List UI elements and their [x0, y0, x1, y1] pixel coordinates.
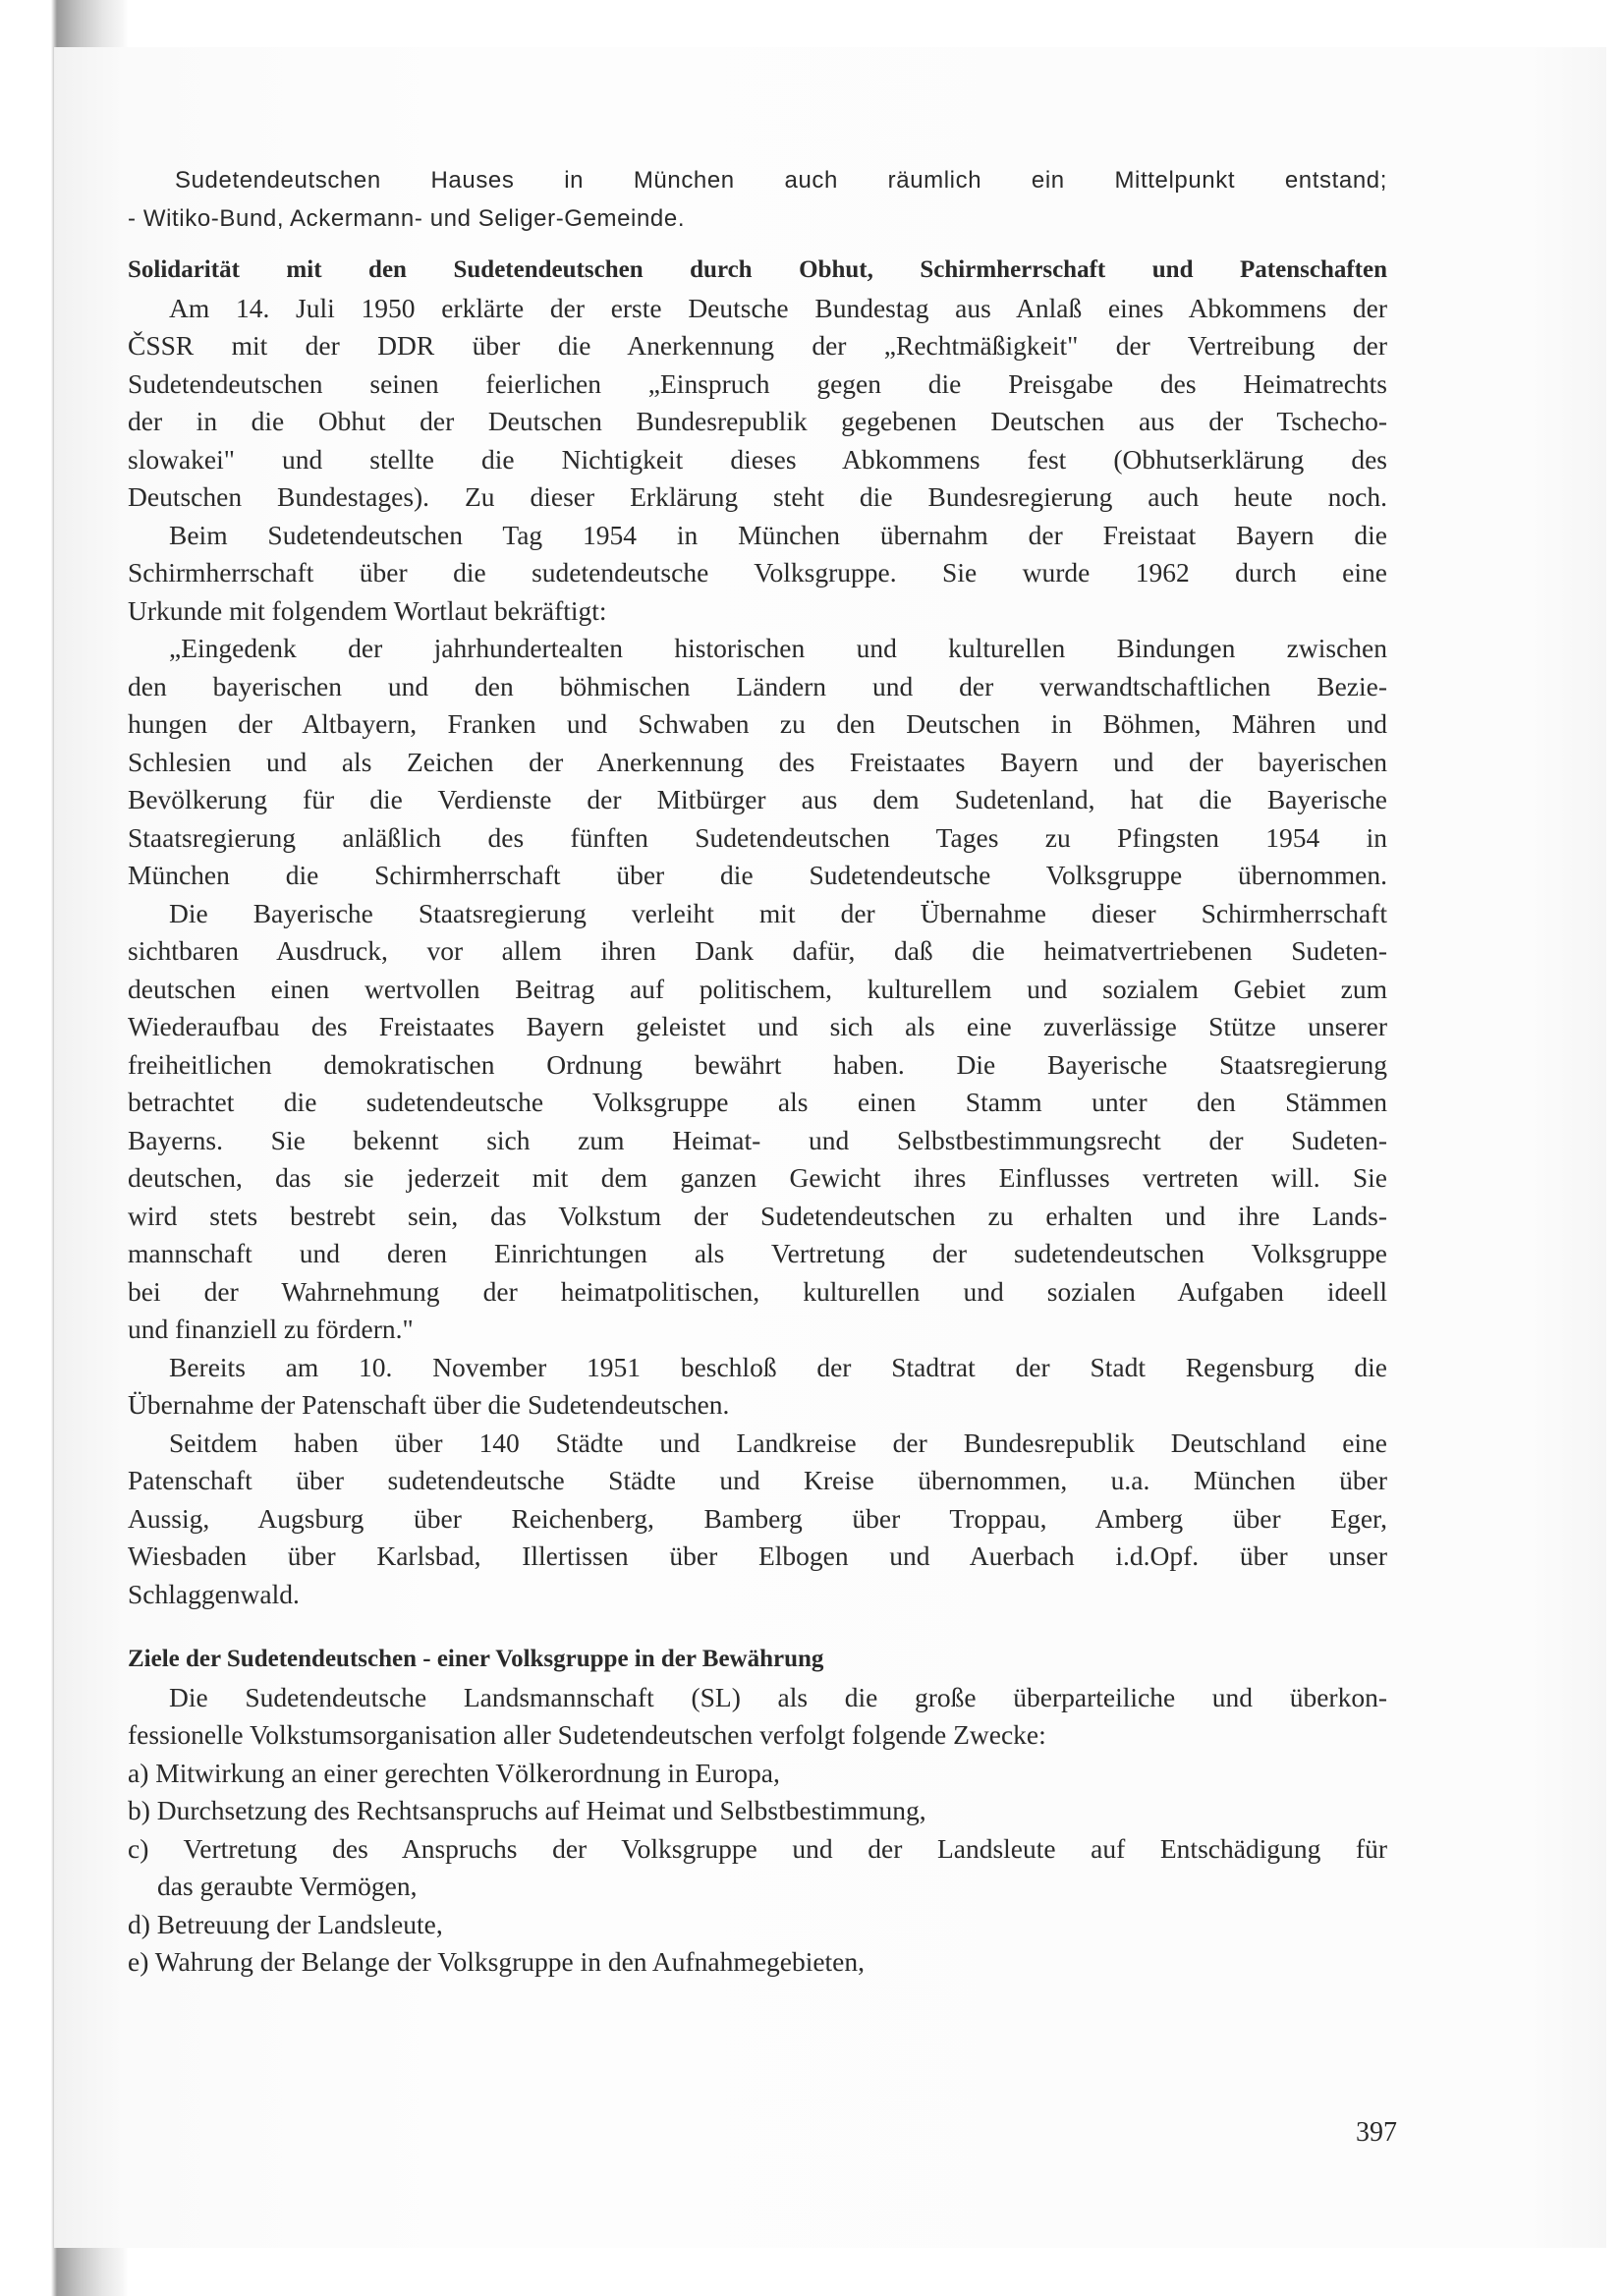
section-heading-ziele: Ziele der Sudetendeutschen - einer Volksgruppe in der Bewährung: [128, 1646, 824, 1672]
text-line: Die Bayerische Staatsregierung verleiht mit der Übernahme dieser Schirmherrschaft: [169, 897, 1387, 928]
quote-urkunde-part2: [128, 895, 1387, 1349]
list-item: c) Vertretung des Anspruchs der Volksgruppe und der Landsleute auf Entschädigung für: [128, 1832, 1387, 1864]
text-line: mannschaft und deren Einrichtungen als Vertretung der sudetendeutschen Volksgruppe: [128, 1238, 1387, 1268]
text-line: Urkunde mit folgendem Wortlaut bekräftigt:: [128, 594, 607, 626]
section-heading-solidaritaet: Solidarität mit den Sudetendeutschen durch Obhut, Schirmherrschaft und Patenschaften: [128, 256, 1387, 283]
text-line: Am 14. Juli 1950 erklärte der erste Deutsche Bundestag aus Anlaß eines Abkommens der: [169, 292, 1387, 323]
text-line: Bereits am 10. November 1951 beschloß der Stadtrat der Stadt Regensburg die: [169, 1351, 1387, 1382]
text-line: der in die Obhut der Deutschen Bundesrepublik gegebenen Deutschen aus der Tschecho-: [128, 406, 1387, 436]
text-line: und finanziell zu fördern.": [128, 1314, 414, 1344]
text-line: Seitdem haben über 140 Städte und Landkreise der Bundesrepublik Deutschland eine: [169, 1427, 1387, 1458]
text-line: Wiederaufbau des Freistaates Bayern geleistet und sich als eine zuverlässige Stütze unserer: [128, 1011, 1387, 1041]
text-line: Übernahme der Patenschaft über die Sudetendeutschen.: [128, 1389, 730, 1420]
paragraph-patenschaften: [128, 1425, 1387, 1614]
text-line: Beim Sudetendeutschen Tag 1954 in München übernahm der Freistaat Bayern die: [169, 519, 1387, 550]
text-line: fessionelle Volkstumsorganisation aller Sudetendeutschen verfolgt folgende Zwecke:: [128, 1719, 1046, 1750]
text-line: sichtbaren Ausdruck, vor allem ihren Dank dafür, daß die heimatvertriebenen Sudeten-: [128, 935, 1387, 966]
text-line: deutschen einen wertvollen Beitrag auf politischem, kulturellem und sozialem Gebiet zum: [128, 973, 1387, 1004]
text-line: Schlesien und als Zeichen der Anerkennung des Freistaates Bayern und der bayerischen: [128, 746, 1387, 777]
text-line: ČSSR mit der DDR über die Anerkennung der „Rechtmäßigkeit" der Vertreibung der: [128, 330, 1387, 361]
paragraph-sl-zwecke: [128, 1679, 1387, 1755]
list-item: a) Mitwirkung an einer gerechten Völkerordnung in Europa,: [128, 1757, 780, 1788]
intro-block: [128, 162, 1387, 238]
text-line: München die Schirmherrschaft über die Sudetendeutsche Volksgruppe übernommen.: [128, 860, 1387, 890]
text-line: Die Sudetendeutsche Landsmannschaft (SL) als die große überparteiliche und überkon-: [169, 1681, 1387, 1712]
page-number: 397: [1356, 2117, 1397, 2148]
paragraph-obhut: [128, 290, 1387, 517]
paragraph-schirmherrschaft: [128, 517, 1387, 631]
text-line: Sudetendeutschen seinen feierlichen „Einspruch gegen die Preisgabe des Heimatrechts: [128, 367, 1387, 399]
text-line: Aussig, Augsburg über Reichenberg, Bamberg über Troppau, Amberg über Eger,: [128, 1502, 1387, 1534]
text-line: Schlaggenwald.: [128, 1578, 300, 1609]
list-item: d) Betreuung der Landsleute,: [128, 1908, 443, 1939]
text-line: „Eingedenk der jahrhundertealten historischen und kulturellen Bindungen zwischen: [169, 633, 1387, 663]
text-line: Deutschen Bundestages). Zu dieser Erklärung steht die Bundesregierung auch heute noch.: [128, 481, 1387, 512]
page-body: [128, 162, 1387, 1982]
text-line: betrachtet die sudetendeutsche Volksgruppe als einen Stamm unter den Stämmen: [128, 1087, 1387, 1117]
list-item: b) Durchsetzung des Rechtsanspruchs auf Heimat und Selbstbestimmung,: [128, 1795, 926, 1825]
text-line: Staatsregierung anläßlich des fünften Sudetendeutschen Tages zu Pfingsten 1954 in: [128, 821, 1387, 853]
text-line: Bayerns. Sie bekennt sich zum Heimat- und Selbstbestimmungsrecht der Sudeten-: [128, 1124, 1387, 1155]
text-line: slowakei" und stellte die Nichtigkeit dieses Abkommens fest (Obhutserklärung des: [128, 443, 1387, 475]
list-item: e) Wahrung der Belange der Volksgruppe in den Aufnahmegebieten,: [128, 1946, 866, 1977]
intro-line: Sudetendeutschen Hauses in München auch räumlich ein Mittelpunkt entstand;: [175, 167, 1387, 194]
text-line: Wiesbaden über Karlsbad, Illertissen über Elbogen und Auerbach i.d.Opf. über unser: [128, 1540, 1387, 1571]
quote-urkunde-part1: [128, 630, 1387, 895]
text-line: bei der Wahrnehmung der heimatpolitischen, kulturellen und sozialen Aufgaben ideell: [128, 1275, 1387, 1307]
text-line: den bayerischen und den böhmischen Ländern und der verwandtschaftlichen Bezie-: [128, 670, 1387, 701]
text-line: Patenschaft über sudetendeutsche Städte und Kreise übernommen, u.a. München über: [128, 1465, 1387, 1495]
goals-list: [128, 1755, 1387, 1982]
text-line: freiheitlichen demokratischen Ordnung bewährt haben. Die Bayerische Staatsregierung: [128, 1048, 1387, 1080]
text-line: deutschen, das sie jederzeit mit dem ganzen Gewicht ihres Einflusses vertreten will. Sie: [128, 1162, 1387, 1193]
text-line: Schirmherrschaft über die sudetendeutsche Volksgruppe. Sie wurde 1962 durch eine: [128, 557, 1387, 588]
text-line: Bevölkerung für die Verdienste der Mitbürger aus dem Sudetenland, hat die Bayerische: [128, 784, 1387, 814]
list-item-continuation: das geraubte Vermögen,: [157, 1871, 418, 1901]
text-line: hungen der Altbayern, Franken und Schwaben zu den Deutschen in Böhmen, Mähren und: [128, 708, 1387, 739]
text-line: wird stets bestrebt sein, das Volkstum der Sudetendeutschen zu erhalten und ihre Lands-: [128, 1200, 1387, 1231]
paragraph-regensburg: [128, 1349, 1387, 1425]
intro-line: - Witiko-Bund, Ackermann- und Seliger-Gemeinde.: [128, 204, 686, 232]
